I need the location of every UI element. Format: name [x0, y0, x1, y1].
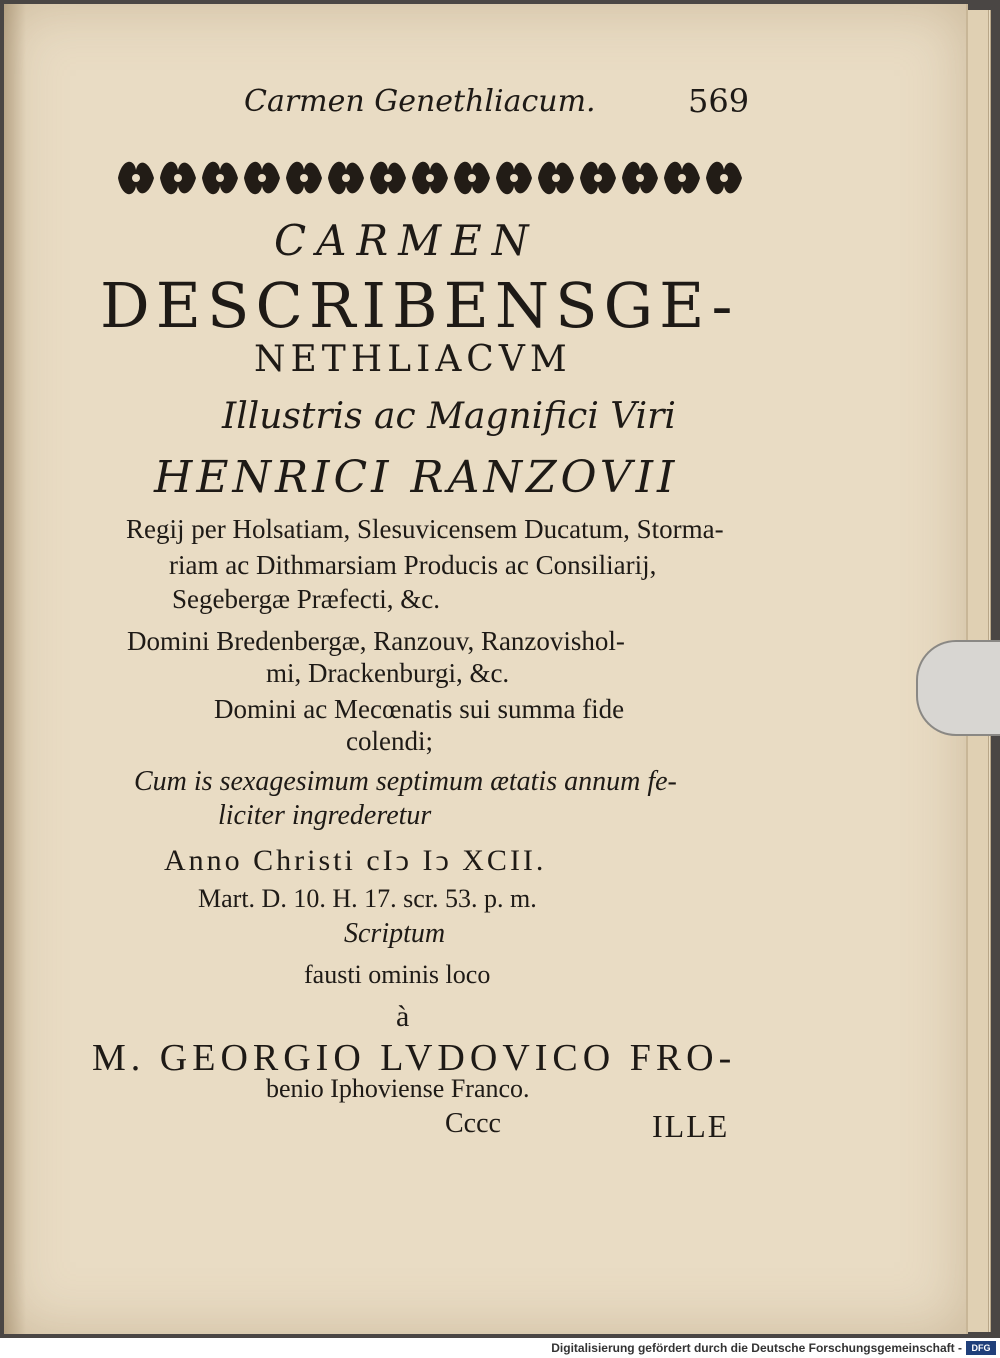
title-line-4: Illustris ac Magnifici Viri — [222, 396, 676, 437]
footer-bar — [0, 1338, 1000, 1358]
book-page — [4, 4, 968, 1334]
text-line: Anno Christi cIↄ Iↄ XCII. — [164, 844, 547, 877]
text-line: Cum is sexagesimum septimum ætatis annum fe- — [134, 766, 677, 797]
signature-mark: Cccc — [445, 1108, 501, 1139]
author-line-2: benio Iphoviense Franco. — [266, 1074, 530, 1103]
text-line: Regij per Holsatiam, Slesuvicensem Ducatum, Storma- — [126, 514, 724, 544]
text-line: Segebergæ Præfecti, &c. — [172, 584, 440, 614]
title-line-1: CARMEN — [274, 216, 539, 265]
text-line: Scriptum — [344, 918, 446, 949]
text-line: mi, Drackenburgi, &c. — [266, 658, 510, 688]
dfg-logo-icon: DFG — [966, 1341, 996, 1355]
catchword: ILLE — [652, 1108, 730, 1144]
title-line-3: NETHLIACVM — [254, 339, 572, 380]
text-line: riam ac Dithmarsiam Producis ac Consiliarij, — [169, 550, 657, 580]
title-line-2: DESCRIBENSGE- — [100, 269, 739, 342]
ornament-band — [116, 152, 748, 204]
text-line: colendi; — [346, 726, 433, 756]
text-line: fausti ominis loco — [304, 960, 491, 989]
title-line-5: HENRICI RANZOVII — [154, 452, 679, 503]
text-line: liciter ingrederetur — [218, 800, 432, 831]
gutter-shadow — [4, 4, 26, 1334]
author-line-1: M. GEORGIO LVDOVICO FRO- — [92, 1037, 737, 1079]
page-number: 569 — [688, 82, 750, 120]
text-line: Mart. D. 10. H. 17. scr. 53. p. m. — [198, 884, 537, 913]
text-line: à — [396, 1000, 410, 1033]
text-line: Domini ac Mecœnatis sui summa fide — [214, 694, 625, 724]
page-clip-tab — [916, 640, 1000, 736]
footer-credit: Digitalisierung gefördert durch die Deutsche Forschungsgemeinschaft - — [551, 1341, 962, 1355]
running-head: Carmen Genethliacum. — [244, 84, 596, 119]
text-line: Domini Bredenbergæ, Ranzouv, Ranzovishol- — [127, 626, 625, 656]
